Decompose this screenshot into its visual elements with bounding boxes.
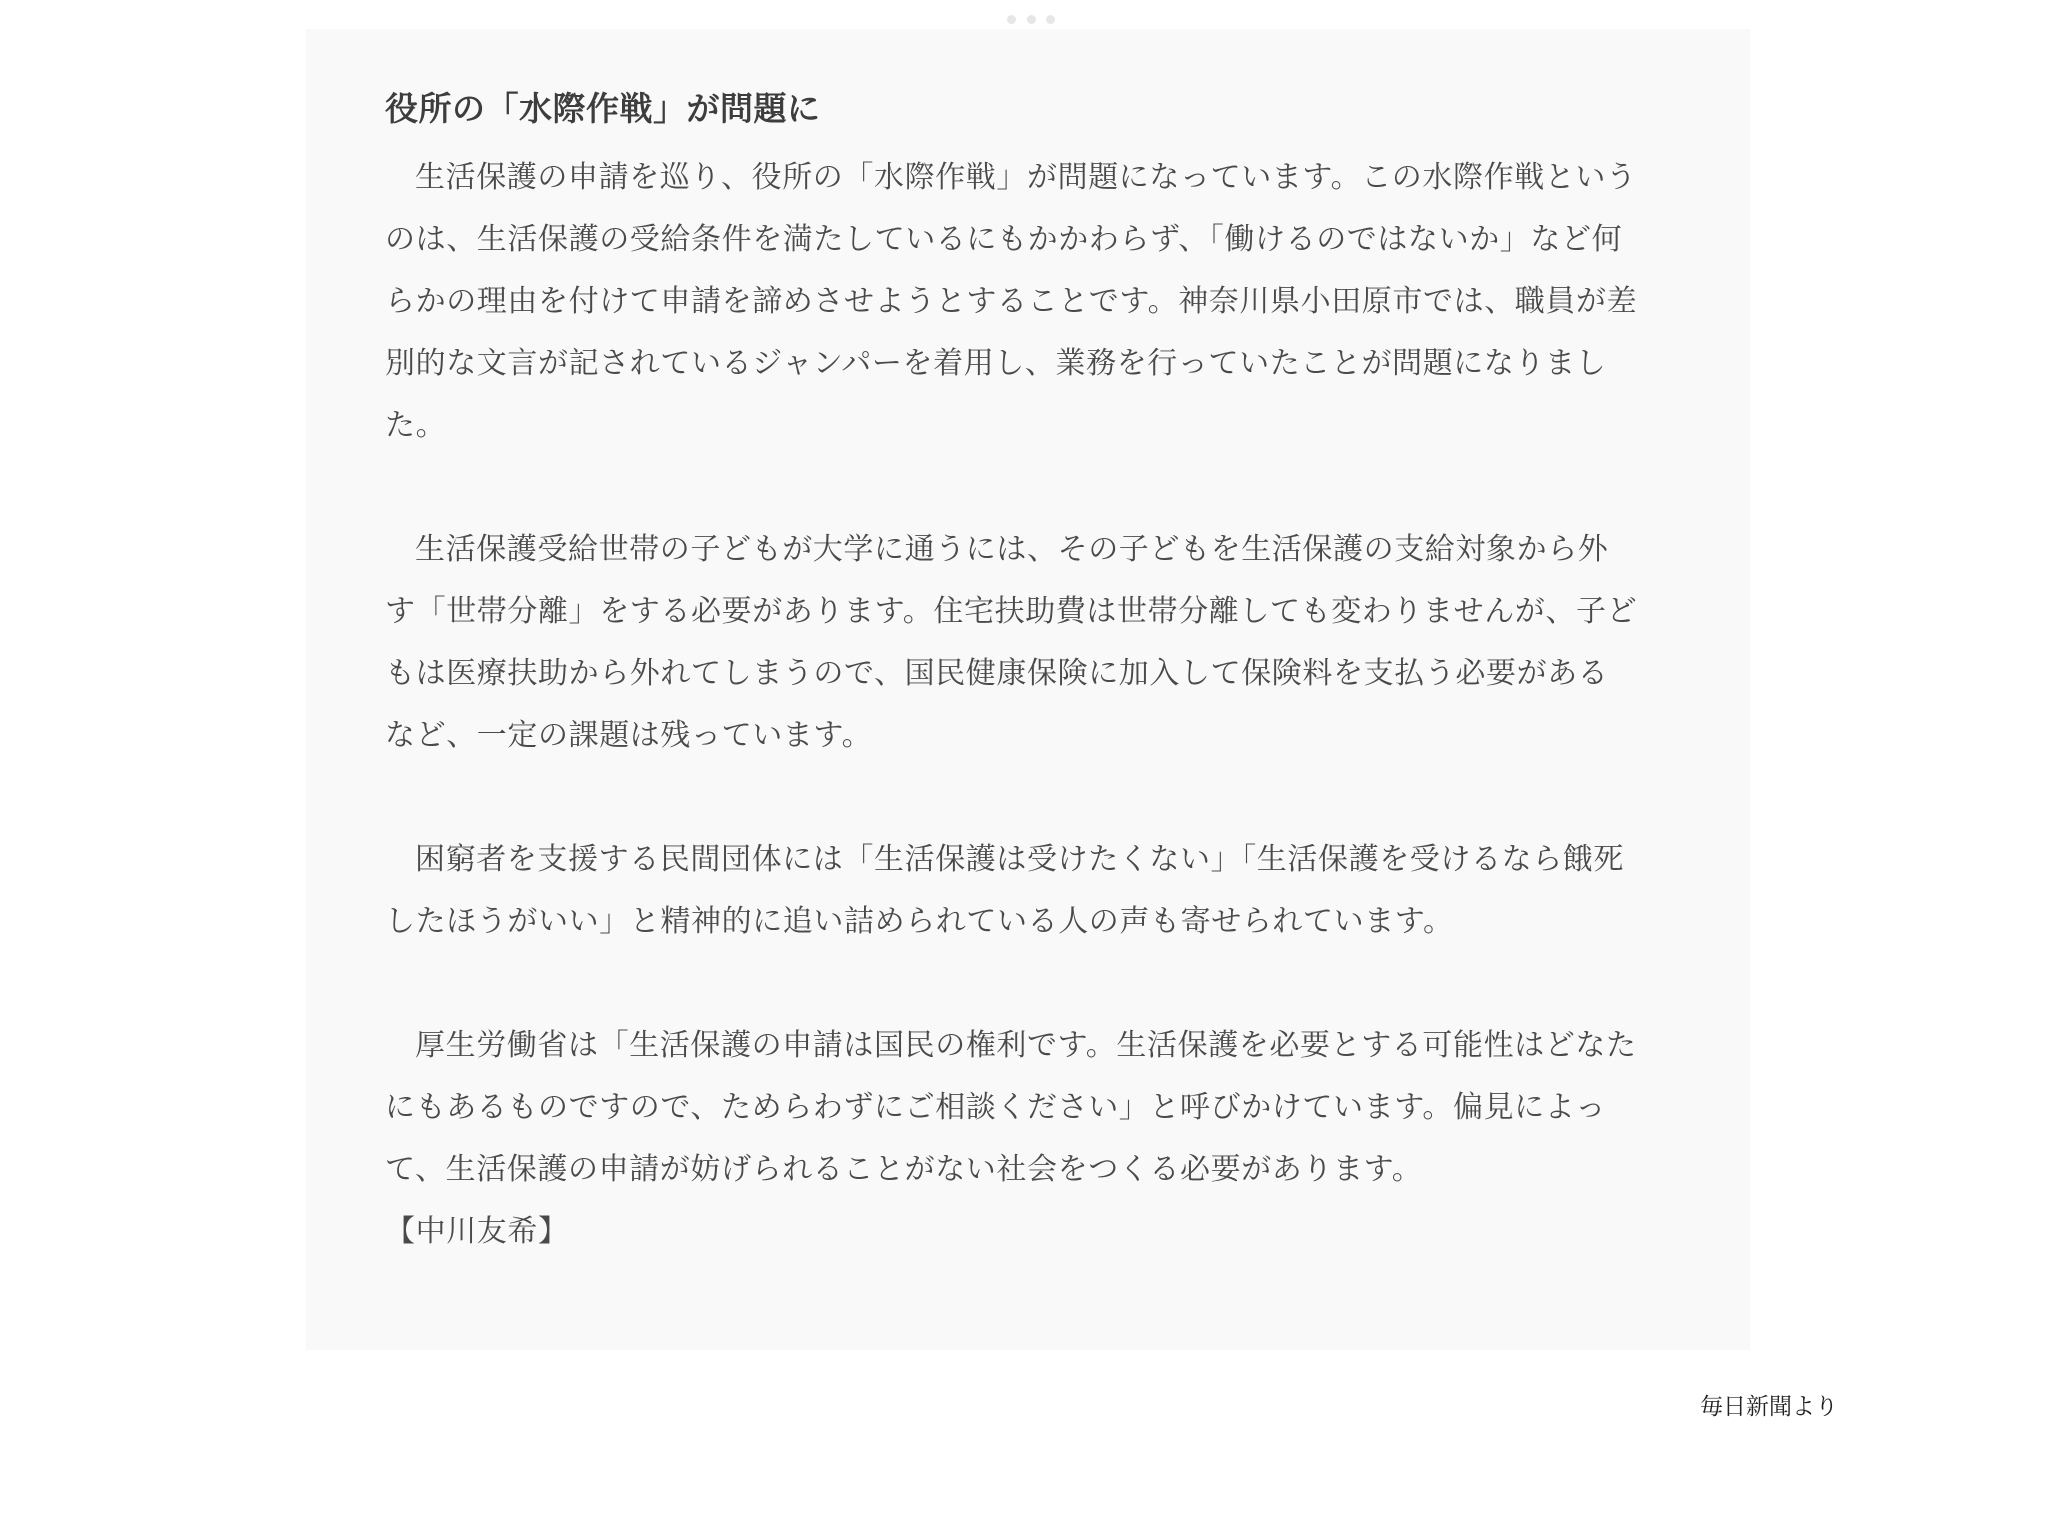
source-credit: 毎日新聞より [1700, 1394, 1838, 1420]
article-byline: 【中川友希】 [385, 1214, 569, 1249]
article-paragraph: 厚生労働省は「生活保護の申請は国民の権利です。生活保護を必要とする可能性はどなたにもあるものですので、ためらわずにご相談ください」と呼びかけています。偏見によって、生活保護の申請が妨げられることがない社会をつくる必要があります。 [385, 1028, 1637, 1187]
drag-handle[interactable] [1007, 14, 1055, 24]
dot-icon [1007, 15, 1016, 24]
article-card [306, 29, 1750, 1350]
dot-icon [1046, 15, 1055, 24]
article-paragraph: 生活保護の申請を巡り、役所の「水際作戦」が問題になっています。この水際作戦というのは、生活保護の受給条件を満たしているにもかかわらず、「働けるのではないか」など何らかの理由を付けて申請を諦めさせようとすることです。神奈川県小田原市では、職員が差別的な文言が記されているジャンパーを着用し、業務を行っていたことが問題になりました。 [385, 160, 1638, 443]
article-paragraph: 生活保護受給世帯の子どもが大学に通うには、その子どもを生活保護の支給対象から外す「世帯分離」をする必要があります。住宅扶助費は世帯分離しても変わりませんが、子どもは医療扶助から外れてしまうので、国民健康保険に加入して保険料を支払う必要があるなど、一定の課題は残っています。 [385, 532, 1638, 753]
article-paragraph: 困窮者を支援する民間団体には「生活保護は受けたくない」「生活保護を受けるなら餓死したほうがいい」と精神的に追い詰められている人の声も寄せられています。 [385, 842, 1624, 939]
dot-icon [1027, 15, 1036, 24]
article-title: 役所の「水際作戦」が問題に [385, 89, 821, 128]
